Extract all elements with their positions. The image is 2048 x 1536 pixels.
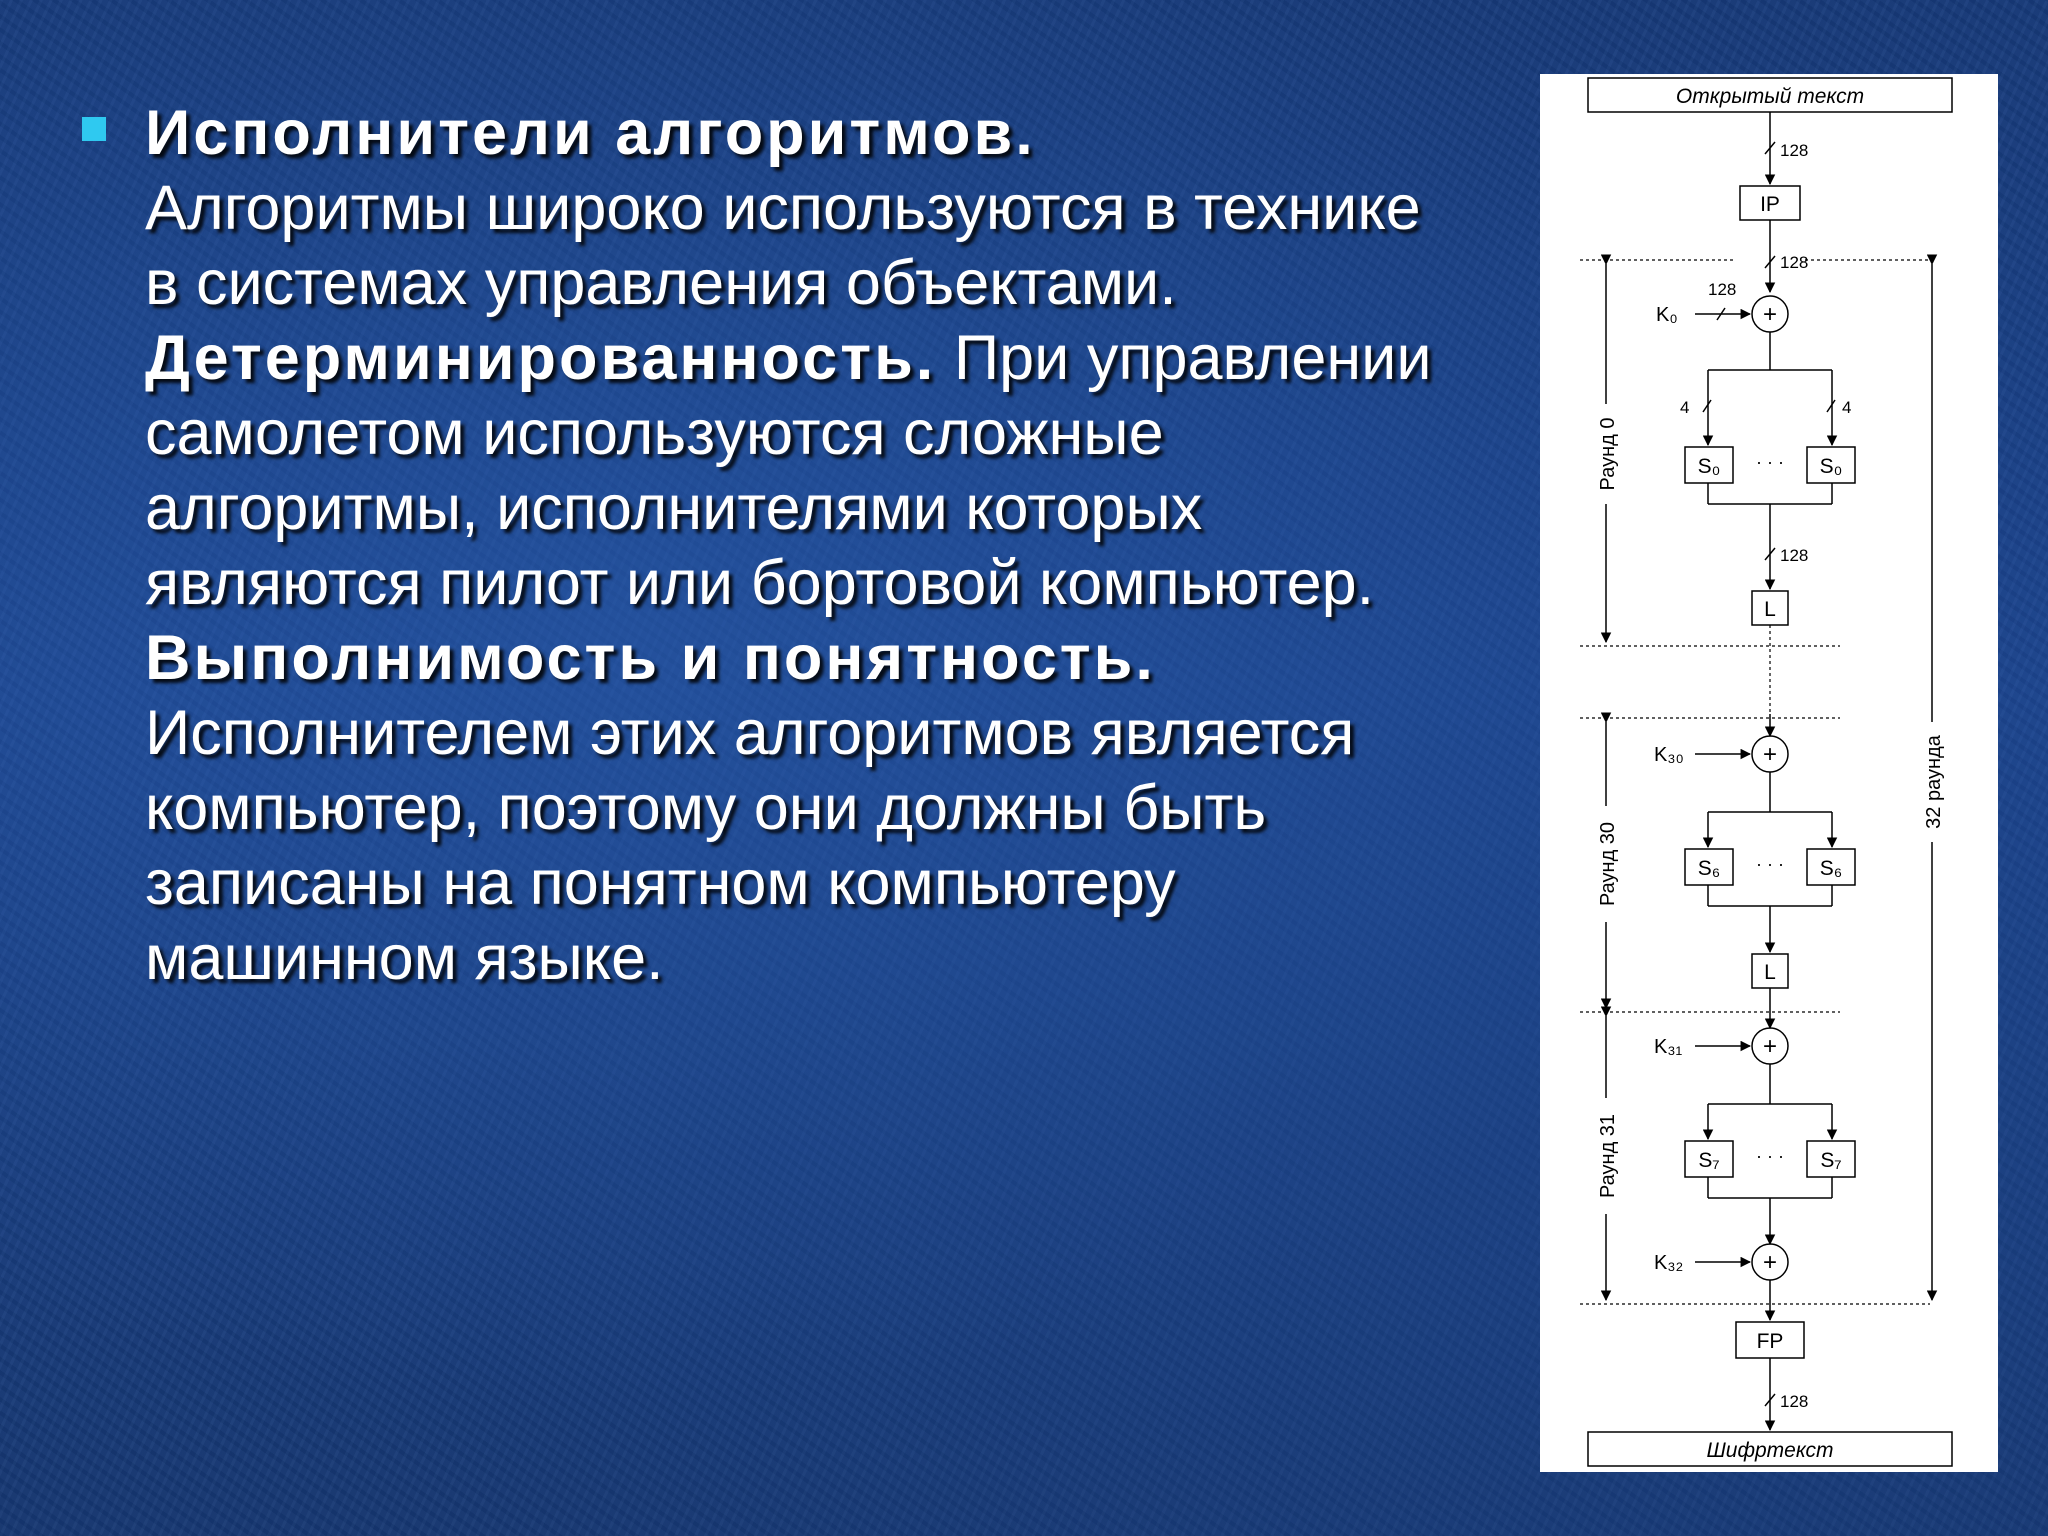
- text-algorithms-usage: Алгоритмы широко используются в технике в системах управления объектами.: [145, 173, 1421, 318]
- heading-feasibility: Выполнимость и понятность.: [145, 623, 1156, 693]
- sbox-ellipsis: · · ·: [1756, 1146, 1784, 1166]
- key-label: K₃₂: [1654, 1252, 1684, 1274]
- l-label: L: [1764, 961, 1776, 984]
- round-label: Раунд 0: [1597, 417, 1619, 491]
- key-label: K₃₀: [1654, 744, 1684, 766]
- heading-performers: Исполнители алгоритмов.: [145, 98, 1036, 168]
- paragraph-3: [145, 621, 1455, 996]
- input-label: Открытый текст: [1675, 85, 1865, 108]
- heading-determinism: Детерминированность.: [145, 323, 937, 393]
- key-label: K₀: [1656, 304, 1678, 326]
- plus-sign: +: [1762, 741, 1778, 768]
- sbox-label: S₀: [1819, 455, 1843, 478]
- sbox-label: S₀: [1697, 455, 1721, 478]
- fp-label: FP: [1756, 1330, 1784, 1353]
- sbox-label: S₇: [1698, 1149, 1720, 1172]
- text-determinism: При управлении самолетом используются сложные алгоритмы, исполнителями которых являются пилот или бортовой компьютер.: [145, 323, 1432, 618]
- paragraph-2: [145, 321, 1455, 621]
- bit-width: 128: [1780, 141, 1809, 160]
- round-label: Раунд 31: [1597, 1113, 1619, 1199]
- output-label: Шифртекст: [1706, 1439, 1834, 1462]
- total-rounds-label: 32 раунда: [1923, 735, 1945, 829]
- ip-label: IP: [1760, 193, 1780, 216]
- paragraph-1: [145, 96, 1455, 321]
- key-label: K₃₁: [1654, 1036, 1683, 1058]
- sbox-label: S₆: [1819, 857, 1843, 880]
- sbox-ellipsis: · · ·: [1756, 452, 1784, 472]
- bullet-marker: [82, 117, 106, 141]
- plus-sign: +: [1762, 1249, 1778, 1276]
- plus-sign: +: [1762, 1033, 1778, 1060]
- bit-width: 128: [1780, 253, 1809, 272]
- l-label: L: [1764, 598, 1776, 621]
- plus-sign: +: [1762, 301, 1778, 328]
- bit-width: 128: [1780, 546, 1809, 565]
- text-feasibility: Исполнителем этих алгоритмов является компьютер, поэтому они должны быть записаны на понятном компьютеру машинном языке.: [145, 698, 1355, 993]
- bit-width: 128: [1780, 1392, 1809, 1411]
- sbox-ellipsis: · · ·: [1756, 854, 1784, 874]
- slide-text: [145, 96, 1455, 996]
- bit-width: 4: [1842, 398, 1852, 417]
- sbox-label: S₇: [1820, 1149, 1842, 1172]
- sbox-label: S₆: [1697, 857, 1721, 880]
- serpent-cipher-diagram: [1540, 74, 1998, 1472]
- bit-width: 128: [1708, 280, 1737, 299]
- bit-width: 4: [1680, 398, 1690, 417]
- round-label: Раунд 30: [1597, 821, 1619, 907]
